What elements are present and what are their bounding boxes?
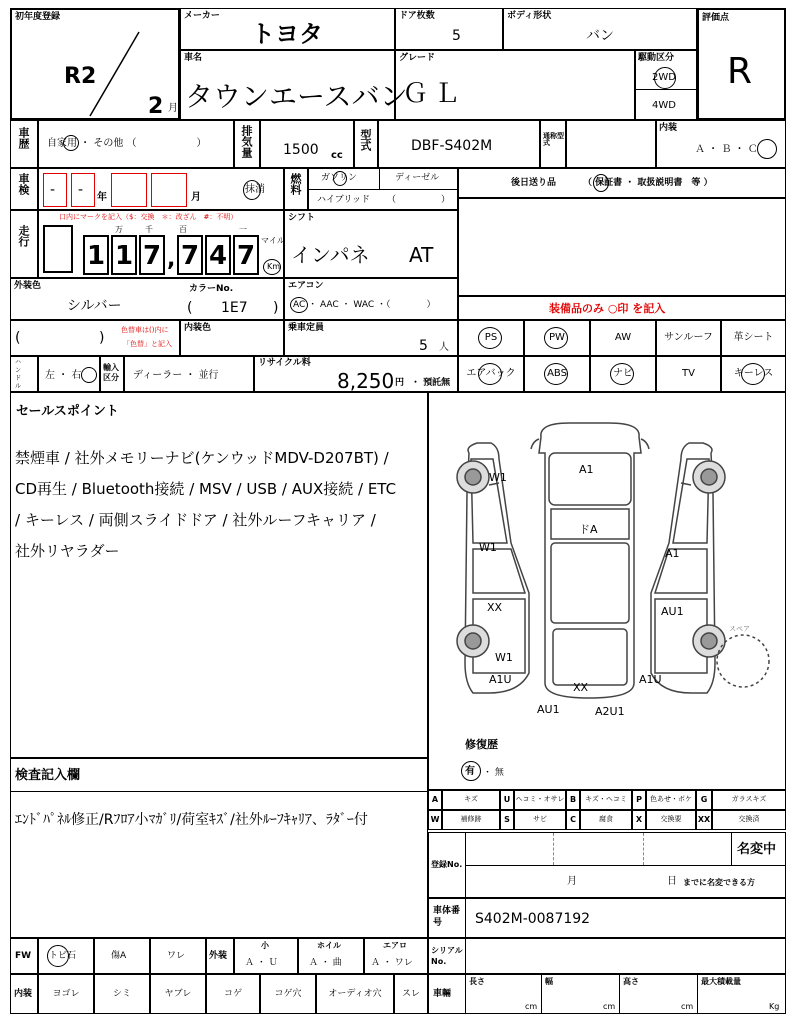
maker-cell: [180, 8, 395, 50]
damage-mark: ドA: [579, 523, 598, 536]
interior-grade-circle: [757, 139, 777, 159]
interior-item-cell: [316, 974, 394, 1014]
equipment-item: TV: [682, 368, 695, 379]
legend-item: キズ: [464, 795, 478, 803]
grade-label: グレード: [399, 53, 436, 63]
damage-mark: AU1: [661, 605, 684, 618]
capacity-label: 乗車定員: [288, 323, 325, 333]
inspection-label: 車検: [17, 173, 30, 195]
legend-cell: [712, 810, 786, 830]
equipment-item: AW: [614, 332, 632, 343]
insp-year-unit: 年: [97, 192, 107, 203]
legend-cell: [566, 790, 580, 810]
legend-item: 交換要: [660, 815, 682, 823]
import-value: ディーラー ・ 並行: [133, 370, 219, 381]
displacement-unit: cc: [331, 150, 343, 161]
equipment-cell: [458, 356, 524, 392]
vin-value: S402M-0087192: [475, 911, 591, 927]
registration-day-unit: 日: [667, 876, 677, 887]
handle-value: 左 ・ 右: [45, 370, 82, 381]
common-model-label-cell: [540, 120, 566, 168]
fuel-other: （ ）: [387, 195, 451, 205]
equipment-cell: [590, 320, 656, 356]
history-label: 車歴: [17, 127, 30, 149]
first-reg-label: 初年度登録: [15, 12, 61, 22]
insp-month-unit: 月: [191, 192, 201, 203]
after-items-cell: [458, 168, 786, 198]
fuel-diesel: ディーゼル: [395, 173, 440, 183]
interior-item-cell: [38, 974, 94, 1014]
legend-item: 交換済: [738, 815, 760, 823]
legend-cell: [696, 790, 712, 810]
displacement-label-cell: [234, 120, 260, 168]
small-opts: Ａ ・ Ｕ: [245, 958, 278, 968]
slash-mark: [84, 28, 144, 120]
mileage-digit: 1: [83, 235, 109, 275]
exterior-color-label: 外装色: [14, 281, 42, 291]
capacity-cell: [284, 320, 458, 356]
repair-history-circle: [461, 761, 481, 781]
legend-cell: [442, 790, 500, 810]
mileage-label-cell: [10, 210, 38, 278]
legend-item: C: [570, 815, 576, 824]
inspection-notes-text: ｴﾝﾄﾞﾊﾟﾈﾙ修正/Rﾌﾛｱ小ﾏｶﾞﾘ/荷室ｷｽﾞ/社外ﾙｰﾌｷｬﾘｱ、ﾗﾀﾞｰ付: [15, 812, 368, 828]
equipment-item: ABS: [547, 368, 567, 379]
shift-position: インパネ: [291, 243, 370, 267]
legend-item: キズ・ヘコミ: [585, 795, 627, 803]
max-load-label: 最大積載量: [701, 977, 741, 986]
sales-point-line-1: 禁煙車 / 社外メモリーナビ(ケンウッドMDV-D207BT) /: [15, 449, 389, 467]
handle-cell: [38, 356, 100, 392]
aero-label: エアロ: [383, 941, 407, 950]
color-code-label: カラーNo.: [189, 284, 234, 294]
car-name-value: タウンエースバン: [185, 80, 408, 113]
car-diagram-cell: [428, 392, 786, 790]
fw-label: FW: [15, 951, 32, 961]
fuel-hybrid: ハイブリッド: [317, 195, 371, 205]
serial-cell: [428, 938, 786, 974]
interior-grade-value: Ａ ・ Ｂ ・ Ｃ: [695, 144, 758, 155]
insp-unregistered: 抹消: [245, 184, 265, 195]
insp-dash-2: -: [78, 182, 84, 198]
repair-history-yes: 有: [465, 766, 475, 777]
damage-mark: A1U: [489, 673, 512, 686]
legend-cell: [500, 810, 514, 830]
equipment-cell: [524, 320, 590, 356]
mileage-unit-mile: マイル: [261, 236, 285, 245]
recycle-unit: 円: [395, 378, 405, 388]
mileage-unit-km: Km: [267, 262, 281, 271]
auction-sheet: [10, 8, 786, 1014]
length-label: 長さ: [469, 977, 485, 986]
drive-4wd: 4WD: [652, 100, 676, 111]
damage-mark: A1: [579, 463, 594, 476]
insp-dash-1: -: [50, 182, 56, 198]
vin-label: 車体番号: [433, 906, 461, 928]
name-change-status: 名変中: [737, 842, 777, 857]
model-cell: [378, 120, 540, 168]
damage-mark: W1: [489, 471, 507, 484]
equipment-cell: [656, 356, 721, 392]
history-label-cell: [10, 120, 38, 168]
grade-score-value: R: [727, 51, 753, 92]
fuel-cell: [308, 168, 458, 210]
first-registration-cell: [10, 8, 180, 120]
ext-label: 外装: [209, 951, 228, 961]
legend-item: サビ: [533, 815, 547, 823]
mileage-digit: 4: [205, 235, 231, 275]
grade-score-label: 評価点: [702, 13, 730, 23]
mileage-digit: 7: [233, 235, 259, 275]
maker-value: トヨタ: [251, 20, 323, 48]
equipment-item: キーレス: [733, 368, 774, 379]
color-change-close: ): [99, 330, 105, 346]
equipment-item: サンルーフ: [664, 332, 713, 343]
doors-label: ドア枚数: [399, 11, 435, 21]
fw-item: トビ石: [49, 951, 77, 961]
inspection-notes-cell: [10, 758, 428, 938]
damage-mark: W1: [479, 541, 497, 554]
fw-label-cell: [10, 938, 38, 974]
legend-item: W: [430, 815, 440, 824]
interior-item: シミ: [112, 989, 131, 999]
shift-cell: [284, 210, 458, 278]
damage-mark: XX: [573, 681, 589, 694]
legend-cell: [632, 790, 646, 810]
equipment-circle: [478, 327, 502, 349]
car-name-cell: [180, 50, 408, 120]
body-type-cell: [503, 8, 697, 50]
import-label: 輸入区分: [103, 363, 119, 382]
legend-cell: [514, 790, 566, 810]
ac-cell: [284, 278, 458, 320]
legend-item: XX: [697, 815, 711, 824]
shift-type: AT: [409, 243, 434, 267]
drive-cell: [635, 50, 697, 120]
common-model-cell: [566, 120, 656, 168]
registration-label: 登録No.: [431, 860, 463, 869]
legend-item: U: [503, 795, 511, 804]
equipment-title-cell: [458, 296, 786, 320]
height-unit: cm: [681, 1002, 694, 1011]
fw-item-circle: [47, 945, 69, 967]
color-code-value: 1E7: [221, 300, 248, 316]
mileage-digit: 7: [139, 235, 165, 275]
equipment-item: PS: [484, 332, 498, 343]
fw-item: ワレ: [167, 951, 186, 961]
model-label: 型式: [359, 129, 372, 151]
legend-cell: [646, 790, 696, 810]
damage-mark: A1: [665, 547, 680, 560]
body-type-label: ボディ形状: [507, 11, 552, 21]
insp-unregistered-circle: [243, 180, 261, 200]
mileage-unit-sen: 千: [145, 225, 153, 234]
ac-circle: [290, 297, 308, 313]
common-model-label: 通称型式: [543, 132, 564, 147]
equipment-cell: [721, 356, 786, 392]
drive-2wd: 2WD: [652, 72, 676, 83]
recycle-cell: [254, 356, 458, 392]
max-load-unit: Kg: [769, 1002, 780, 1011]
after-items-value: （ 保証書 ・ 取扱説明書 等 ）: [583, 178, 713, 188]
legend-item: B: [569, 795, 577, 804]
interior-item: コゲ穴: [274, 989, 302, 999]
repair-history-no: ・ 無: [483, 768, 504, 778]
legend-cell: [632, 810, 646, 830]
legend-cell: [580, 790, 632, 810]
inspection-notes-label: 検査記入欄: [15, 768, 81, 783]
color-change-cell: [10, 320, 180, 356]
ac-label: エアコン: [288, 281, 324, 291]
maker-label: メーカー: [184, 11, 220, 21]
height-label: 高さ: [623, 977, 639, 986]
legend-item: G: [700, 795, 708, 804]
sales-point-line-2: CD再生 / Bluetooth接続 / MSV / USB / AUX接続 / ETC: [15, 480, 397, 498]
interior-item-cell: [94, 974, 150, 1014]
wheel-label: ホイル: [317, 941, 341, 950]
legend-cell: [696, 810, 712, 830]
int-label: 内装: [14, 989, 33, 999]
body-type-value: バン: [586, 28, 614, 44]
history-value: 自家用 ・ その他 （ ）: [47, 138, 207, 149]
interior-item: スレ: [401, 989, 420, 999]
recycle-status: ・ 預託無: [411, 378, 451, 388]
drive-2wd-circle: [654, 67, 676, 89]
legend-cell: [566, 810, 580, 830]
after-items-label: 後日送り品: [511, 178, 557, 188]
int-label-cell: [10, 974, 38, 1014]
mileage-unit-man: 万: [115, 225, 123, 234]
legend-cell: [500, 790, 514, 810]
equipment-circle: [610, 363, 634, 385]
legend-item: ヘコミ・オサレ: [515, 795, 565, 803]
fuel-label-cell: [284, 168, 308, 210]
handle-circle: [81, 367, 97, 383]
first-reg-month-unit: 月: [168, 103, 178, 114]
equipment-circle: [544, 327, 568, 349]
displacement-cell: [260, 120, 354, 168]
grade-cell: [395, 50, 635, 120]
registration-cell: [428, 832, 786, 898]
interior-item: ヤブレ: [164, 989, 192, 999]
history-circle: [63, 135, 79, 151]
interior-grade-label: 内装: [659, 123, 678, 133]
model-value: DBF-S402M: [411, 138, 493, 154]
capacity-unit: 人: [439, 342, 449, 353]
equipment-circle: [741, 363, 765, 385]
registration-deadline: までに名変できる方: [683, 878, 755, 887]
exterior-color-value: シルバー: [67, 298, 122, 314]
displacement-value: 1500: [283, 142, 319, 158]
interior-color-cell: [180, 320, 284, 356]
mileage-unit-hyaku: 百: [179, 225, 187, 234]
serial-label: シリアルNo.: [431, 946, 463, 966]
legend-item: 腐食: [599, 815, 613, 823]
equipment-circle: [544, 363, 568, 385]
small-label: 小: [261, 941, 269, 950]
inspection-cell: [38, 168, 284, 210]
mileage-mark-box: [43, 225, 73, 273]
legend-cell: [646, 810, 696, 830]
car-name-label: 車名: [184, 53, 203, 63]
interior-item: オーディオ穴: [328, 989, 382, 999]
interior-item-cell: [260, 974, 316, 1014]
first-reg-era: R2: [64, 64, 97, 89]
interior-grade-cell: [656, 120, 786, 168]
damage-mark: W1: [495, 651, 513, 664]
sales-point-label: セールスポイント: [16, 404, 119, 419]
after-items-blank: [458, 198, 786, 296]
interior-color-label: 内装色: [184, 323, 212, 333]
grade-value: ＧＬ: [402, 79, 467, 109]
legend-cell: [580, 810, 632, 830]
import-cell: [124, 356, 254, 392]
legend-cell: [442, 810, 500, 830]
fw-item: 傷A: [111, 951, 127, 961]
legend-item: 色あせ・ボケ: [650, 795, 692, 803]
damage-mark: A2U1: [595, 705, 625, 718]
color-code-close: ): [273, 300, 279, 316]
history-cell: [38, 120, 234, 168]
equipment-item: エアバック: [466, 368, 516, 379]
equipment-item: ナビ: [613, 368, 633, 379]
recycle-label: リサイクル料: [258, 358, 311, 368]
fuel-gasoline: ガソリン: [321, 173, 358, 183]
sales-point-cell: [10, 392, 428, 758]
legend-cell: [712, 790, 786, 810]
wheel-opts: Ａ ・ 曲: [309, 958, 342, 968]
mileage-digit: 7: [177, 235, 203, 275]
color-code-open: (: [187, 300, 193, 316]
mileage-comma: ,: [167, 247, 176, 272]
mileage-km-circle: [263, 259, 281, 275]
recycle-amount: 8,250: [337, 369, 395, 393]
fuel-label: 燃料: [289, 173, 302, 195]
equipment-cell: [590, 356, 656, 392]
interior-item-cell: [206, 974, 260, 1014]
mileage-cell: [38, 210, 284, 278]
interior-item-cell: [150, 974, 206, 1014]
width-unit: cm: [603, 1002, 616, 1011]
mileage-label: 走行: [17, 225, 30, 247]
registration-month-unit: 月: [567, 876, 577, 887]
color-change-open: (: [15, 330, 21, 346]
legend-item: ガラスキズ: [731, 795, 767, 803]
car-diagram: [429, 393, 785, 738]
width-label: 幅: [545, 977, 553, 986]
capacity-value: 5: [419, 338, 428, 354]
equipment-item: 革シート: [733, 332, 774, 343]
import-label-cell: [100, 356, 124, 392]
equipment-cell: [721, 320, 786, 356]
vin-cell: [428, 898, 786, 938]
dims-label: 車輛: [433, 989, 452, 999]
sales-point-line-4: 社外リヤラダー: [15, 542, 120, 560]
color-change-note-2: 「色替」と記入: [123, 340, 172, 348]
mileage-unit-ichi: 一: [239, 225, 247, 234]
legend-item: 補修跡: [460, 815, 482, 823]
spare-label: スペア: [729, 625, 750, 633]
equipment-circle: [478, 363, 502, 385]
legend-item: P: [636, 795, 642, 804]
handle-label-cell: [10, 356, 38, 392]
first-reg-month: 2: [148, 94, 164, 119]
exterior-color-cell: [10, 278, 284, 320]
interior-item: コゲ: [223, 989, 242, 999]
model-label-cell: [354, 120, 378, 168]
legend-cell: [428, 810, 442, 830]
doors-value: 5: [452, 28, 461, 44]
equipment-cell: [656, 320, 721, 356]
mileage-note: 口内にマークを記入（$：交換 ＊：改ざん #：不明）: [59, 213, 238, 221]
sales-point-line-3: / キーレス / 両側スライドドア / 社外ルーフキャリア /: [15, 511, 376, 529]
doors-cell: [395, 8, 503, 50]
dimensions-cell: [428, 974, 786, 1014]
interior-item-cell: [394, 974, 428, 1014]
displacement-label: 排気量: [240, 125, 253, 158]
fuel-gasoline-circle: [333, 171, 347, 186]
length-unit: cm: [525, 1002, 538, 1011]
equipment-item: PW: [549, 332, 565, 343]
damage-mark: XX: [487, 601, 503, 614]
interior-item: ヨゴレ: [52, 989, 80, 999]
legend-cell: [514, 810, 566, 830]
damage-mark: AU1: [537, 703, 560, 716]
ac-value: AC ・ AAC ・ WAC ・（ ）: [293, 300, 436, 310]
legend-item: S: [504, 815, 510, 824]
equipment-cell: [524, 356, 590, 392]
equipment-cell: [458, 320, 524, 356]
aero-opts: Ａ ・ ワレ: [371, 958, 413, 968]
legend-cell: [428, 790, 442, 810]
mileage-digit: 1: [111, 235, 137, 275]
shift-label: シフト: [288, 213, 316, 223]
equipment-title: 装備品のみ ○印 を記入: [549, 302, 666, 315]
inspection-label-cell: [10, 168, 38, 210]
drive-label: 駆動区分: [638, 53, 675, 63]
legend-item: X: [635, 815, 643, 824]
damage-mark: A1U: [639, 673, 662, 686]
after-items-circle: [593, 174, 609, 192]
handle-label: ハンドル: [15, 359, 22, 390]
grade-score-cell: [697, 8, 786, 120]
repair-history-label: 修復歴: [465, 738, 498, 751]
legend-item: A: [431, 795, 439, 804]
color-change-note-1: 色替車は()内に: [121, 326, 169, 334]
